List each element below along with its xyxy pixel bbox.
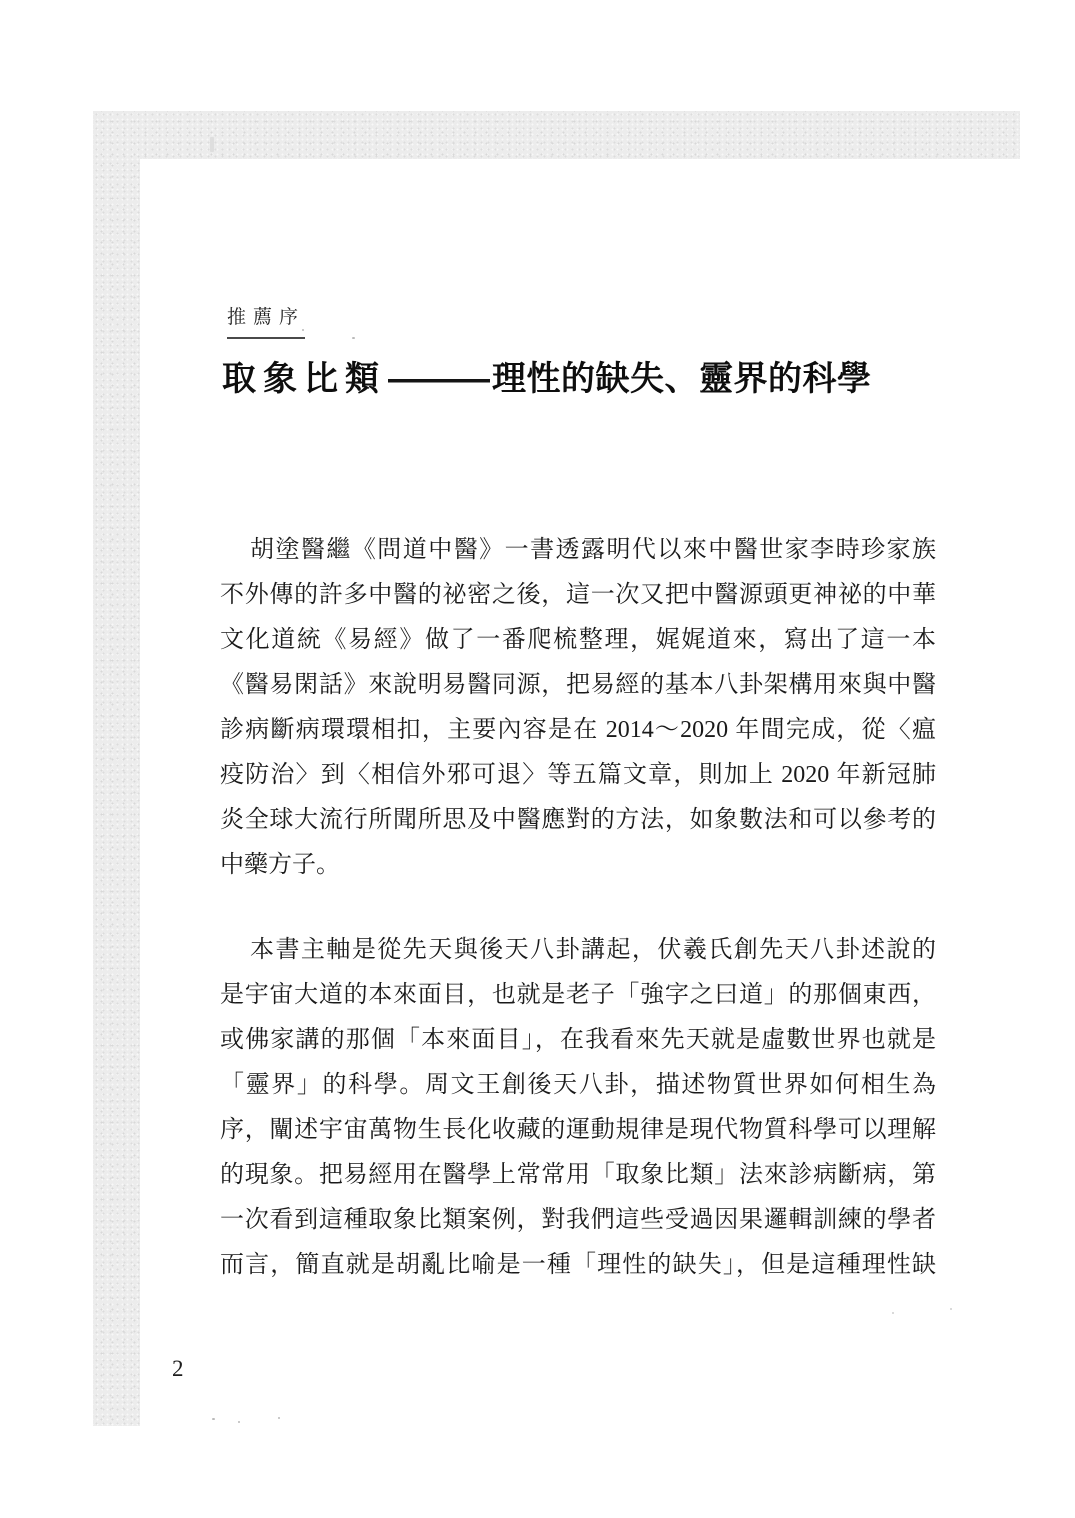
scan-speck <box>238 1421 240 1423</box>
text-line: 而言，簡直就是胡亂比喻是一種「理性的缺失」，但是這種理性缺 <box>220 1252 936 1278</box>
scan-speck <box>352 337 355 339</box>
text-line: 診病斷病環環相扣，主要內容是在 2014～2020 年間完成，從〈瘟 <box>220 717 936 743</box>
paragraph <box>220 928 936 1288</box>
scan-edge-left <box>93 111 140 1426</box>
section-label: 推薦序 <box>227 302 305 339</box>
text-line: 序，闡述宇宙萬物生長化收藏的運動規律是現代物質科學可以理解 <box>220 1117 936 1143</box>
scan-edge-top <box>93 111 1020 159</box>
text-line: 文化道統《易經》做了一番爬梳整理，娓娓道來，寫出了這一本 <box>220 627 936 653</box>
text-line: 的現象。把易經用在醫學上常常用「取象比類」法來診病斷病，第 <box>220 1162 936 1188</box>
scan-speck <box>210 137 214 152</box>
text-line: 中藥方子。 <box>220 852 340 878</box>
text-line: 「靈界」的科學。周文王創後天八卦，描述物質世界如何相生為 <box>220 1072 936 1098</box>
text-line: 是宇宙大道的本來面目，也就是老子「強字之曰道」的那個東西， <box>220 982 936 1008</box>
scan-speck <box>892 1312 894 1314</box>
text-line: 疫防治〉到〈相信外邪可退〉等五篇文章，則加上 2020 年新冠肺 <box>220 762 936 788</box>
page-number: 2 <box>172 1356 184 1381</box>
title-suffix: 理性的缺失、靈界的科學 <box>492 361 872 398</box>
text-line: 炎全球大流行所聞所思及中醫應對的方法，如象數法和可以參考的 <box>220 807 936 833</box>
text-line: 一次看到這種取象比類案例，對我們這些受過因果邏輯訓練的學者 <box>220 1207 936 1233</box>
paragraph <box>220 528 936 888</box>
scan-speck <box>278 1417 280 1419</box>
scan-speck <box>950 1308 952 1310</box>
title-prefix: 取象比類 <box>222 361 386 398</box>
text-line: 《醫易閑話》來說明易醫同源，把易經的基本八卦架構用來與中醫 <box>220 672 936 698</box>
text-line: 本書主軸是從先天與後天八卦講起，伏羲氏創先天八卦述說的 <box>250 937 936 963</box>
text-line: 或佛家講的那個「本來面目」，在我看來先天就是虛數世界也就是 <box>220 1027 936 1053</box>
scan-speck <box>212 1418 215 1420</box>
text-line: 不外傳的許多中醫的祕密之後，這一次又把中醫源頭更神祕的中華 <box>220 582 936 608</box>
page-title <box>222 359 872 402</box>
title-dash <box>388 362 490 396</box>
text-line: 胡塗醫繼《問道中醫》一書透露明代以來中醫世家李時珍家族 <box>250 537 936 563</box>
